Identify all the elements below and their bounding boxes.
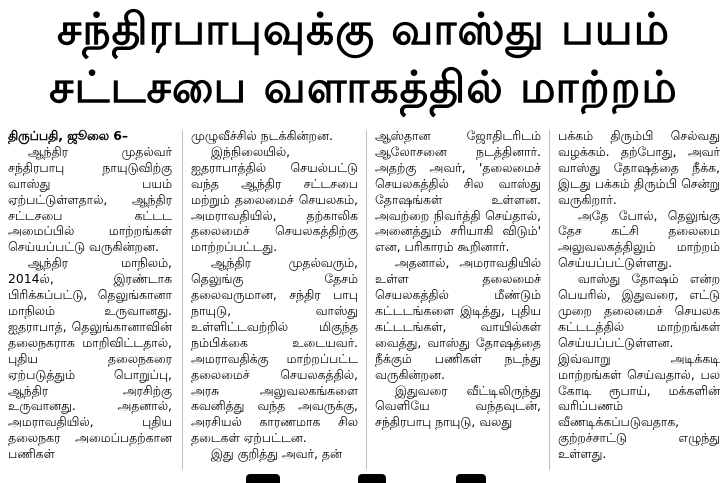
- paragraph: அதனால், அமராவதியில் உள்ள தலைமைச் செயலகத்தில் மீண்டும் கட்டடங்களை இடித்து, புதிய கட்டடங்கள், வாயில்கள் வைத்து, வாஸ்து தோஷத்தை நீக்கும் பணிகள் நடந்து வருகின்றன.: [375, 255, 541, 382]
- headline-line-1: சந்திரபாபுவுக்கு வாஸ்து பயம்: [57, 4, 670, 55]
- paragraph: முழுவீச்சில் நடக்கின்றன.: [191, 128, 333, 143]
- paragraph: அதே போல், தெலுங்கு தேச கட்சி தலைமை அலுவலகத்திலும் மாற்றம் செய்யப்பட்டுள்ளது.: [558, 207, 720, 271]
- paragraph: வாஸ்து தோஷம் என்ற பெயரில், இதுவரை, எட்டு முறை தலைமைச் செயலக கட்டடத்தில் மாற்றங்கள் செய்யப்பட்டுள்ளன. இவ்வாறு அடிக்கடி மாற்றங்கள் செய்வதால், பல கோடி ரூபாய், மக்களின் வரிப்பணம் வீணடிக்கப்படுவதாக, குற்றச்சாட்டு எழுந்து உள்ளது.: [558, 271, 720, 462]
- paragraph: இதுவரை வீட்டிலிருந்து வெளியே வந்தவுடன், சந்திரபாபு நாயுடு, வலது: [375, 382, 541, 430]
- cropped-next-headline-glyph: [358, 474, 386, 483]
- dateline: திருப்பதி, ஜூலை 6–: [8, 128, 129, 143]
- article-column-2: [191, 128, 358, 480]
- column-divider: [366, 130, 367, 470]
- paragraph: ஆந்திர முதல்வரும், தெலுங்கு தேசம் தலைவருமான, சந்திர பாபு நாயுடு, வாஸ்து உள்ளிட்டவற்றில் மிகுந்த நம்பிக்கை உடையவர். அமராவதிக்கு மாற்றப்பட்ட தலைமைச் செயலகத்தில், அரசு அலுவலகங்களை கவனித்து வந்த அவருக்கு, அரசியல் காரணமாக சில தடைகள் ஏற்பட்டன.: [191, 255, 358, 446]
- paragraph: ஆந்திர முதல்வர் சந்திரபாபு நாயுடுவிற்கு வாஸ்து பயம் ஏற்பட்டுள்ளதால், ஆந்திர சட்டசபை கட்டட அமைப்பில் மாற்றங்கள் செய்யப்பட்டு வருகின்றன.: [8, 143, 172, 255]
- article-column-1: [8, 128, 172, 480]
- column-divider: [182, 130, 183, 470]
- article-column-4: [558, 128, 720, 480]
- paragraph: ஆஸ்தான ஜோதிடரிடம் ஆலோசனை நடத்தினார். அதற்கு அவர், 'தலைமைச் செயலகத்தில் சில வாஸ்து தோஷங்கள் உள்ளன. அவற்றை நிவர்த்தி செய்தால், அனைத்தும் சரியாகி விடும்' என, பரிகாரம் கூறினார்.: [375, 128, 541, 255]
- cropped-next-headline-glyph: [456, 474, 486, 483]
- headline-line-2: சட்டசபை வளாகத்தில் மாற்றம்: [49, 62, 678, 113]
- paragraph: பக்கம் திரும்பி செல்வது வழக்கம். தற்போது, அவர் வாஸ்து தோஷத்தை நீக்க, இடது பக்கம் திரும்பி சென்று வருகிறார்.: [558, 128, 720, 207]
- cropped-next-headline-glyph: [246, 474, 280, 483]
- paragraph: இது குறித்து அவர், தன்: [210, 446, 342, 462]
- paragraph: ஆந்திர மாநிலம், 2014ல், இரண்டாக பிரிக்கப்பட்டு, தெலுங்கானா மாநிலம் உருவானது. ஐதராபாத், தெலுங்கானாவின் தலைநகராக மாறிவிட்டதால், புதிய தலைநகரை ஏற்படுத்தும் பொறுப்பு, ஆந்திர அரசிற்கு உருவானது. அதனால், அமராவதியில், புதிய தலைநகர அமைப்பதற்கான பணிகள்: [8, 255, 172, 462]
- article-column-3: [375, 128, 541, 480]
- paragraph: இந்நிலையில், ஐதராபாத்தில் செயல்பட்டு வந்த ஆந்திர சட்டசபை மற்றும் தலைமைச் செயலகம், அமராவதியில், தற்காலிக தலைமைச் செயலகத்திற்கு மாற்றப்பட்டது.: [191, 143, 358, 255]
- column-divider: [549, 130, 550, 470]
